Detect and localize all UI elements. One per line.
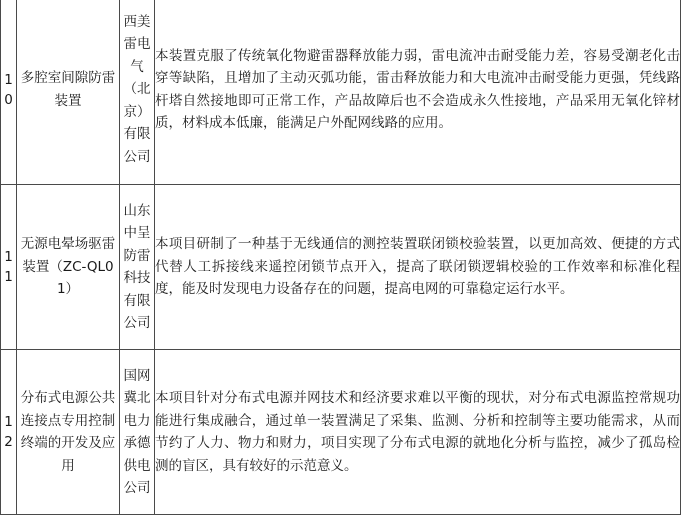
project-name-cell: 多腔室间隙防雷装置 <box>17 0 120 185</box>
row-number-cell <box>1 350 17 515</box>
row-number-digit: 1 <box>4 71 13 88</box>
table-row <box>1 0 681 185</box>
organization-cell: 山东中呈防雷科技有限公司 <box>120 185 155 350</box>
row-number-digit: 1 <box>4 269 13 285</box>
organization-cell: 西美雷电气（北京）有限公司 <box>120 0 155 185</box>
project-name-cell: 分布式电源公共连接点专用控制终端的开发及应用 <box>17 350 120 515</box>
table-row <box>1 185 681 350</box>
description-cell: 本装置克服了传统氧化物避雷器释放能力弱，雷电流冲击耐受能力差，容易受潮老化击穿等缺陷，且增加了主动灭弧功能，雷击释放能力和大电流冲击耐受能力更强，凭线路杆塔自然接地即可正常工作，产品故障后也不会造成永久性接地，产品采用无氧化锌材质，材料成本低廉，能满足户外配网线路的应用。 <box>155 0 681 185</box>
organization-cell: 国网冀北电力承德供电公司 <box>120 350 155 515</box>
row-number-digit: 2 <box>4 434 13 450</box>
description-cell: 本项目研制了一种基于无线通信的测控装置联闭锁校验装置，以更加高效、便捷的方式代替人工拆接线来遥控闭锁节点开入，提高了联闭锁逻辑校验的工作效率和标准化程度，能及时发现电力设备存在的问题，提高电网的可靠稳定运行水平。 <box>155 185 681 350</box>
row-number-digit: 1 <box>4 414 13 430</box>
row-number-cell <box>1 0 17 185</box>
row-number-digit: 0 <box>4 91 13 108</box>
description-cell: 本项目针对分布式电源并网技术和经济要求难以平衡的现状，对分布式电源监控常规功能进行集成融合，通过单一装置满足了采集、监测、分析和控制等主要功能需求，从而节约了人力、物力和财力，项目实现了分布式电源的就地化分析与监控，减少了孤岛检测的盲区，具有较好的示范意义。 <box>155 350 681 515</box>
project-name-cell: 无源电晕场驱雷装置（ZC-QL01） <box>17 185 120 350</box>
table-row <box>1 350 681 515</box>
row-number-digit: 1 <box>4 249 13 265</box>
row-number-cell <box>1 185 17 350</box>
